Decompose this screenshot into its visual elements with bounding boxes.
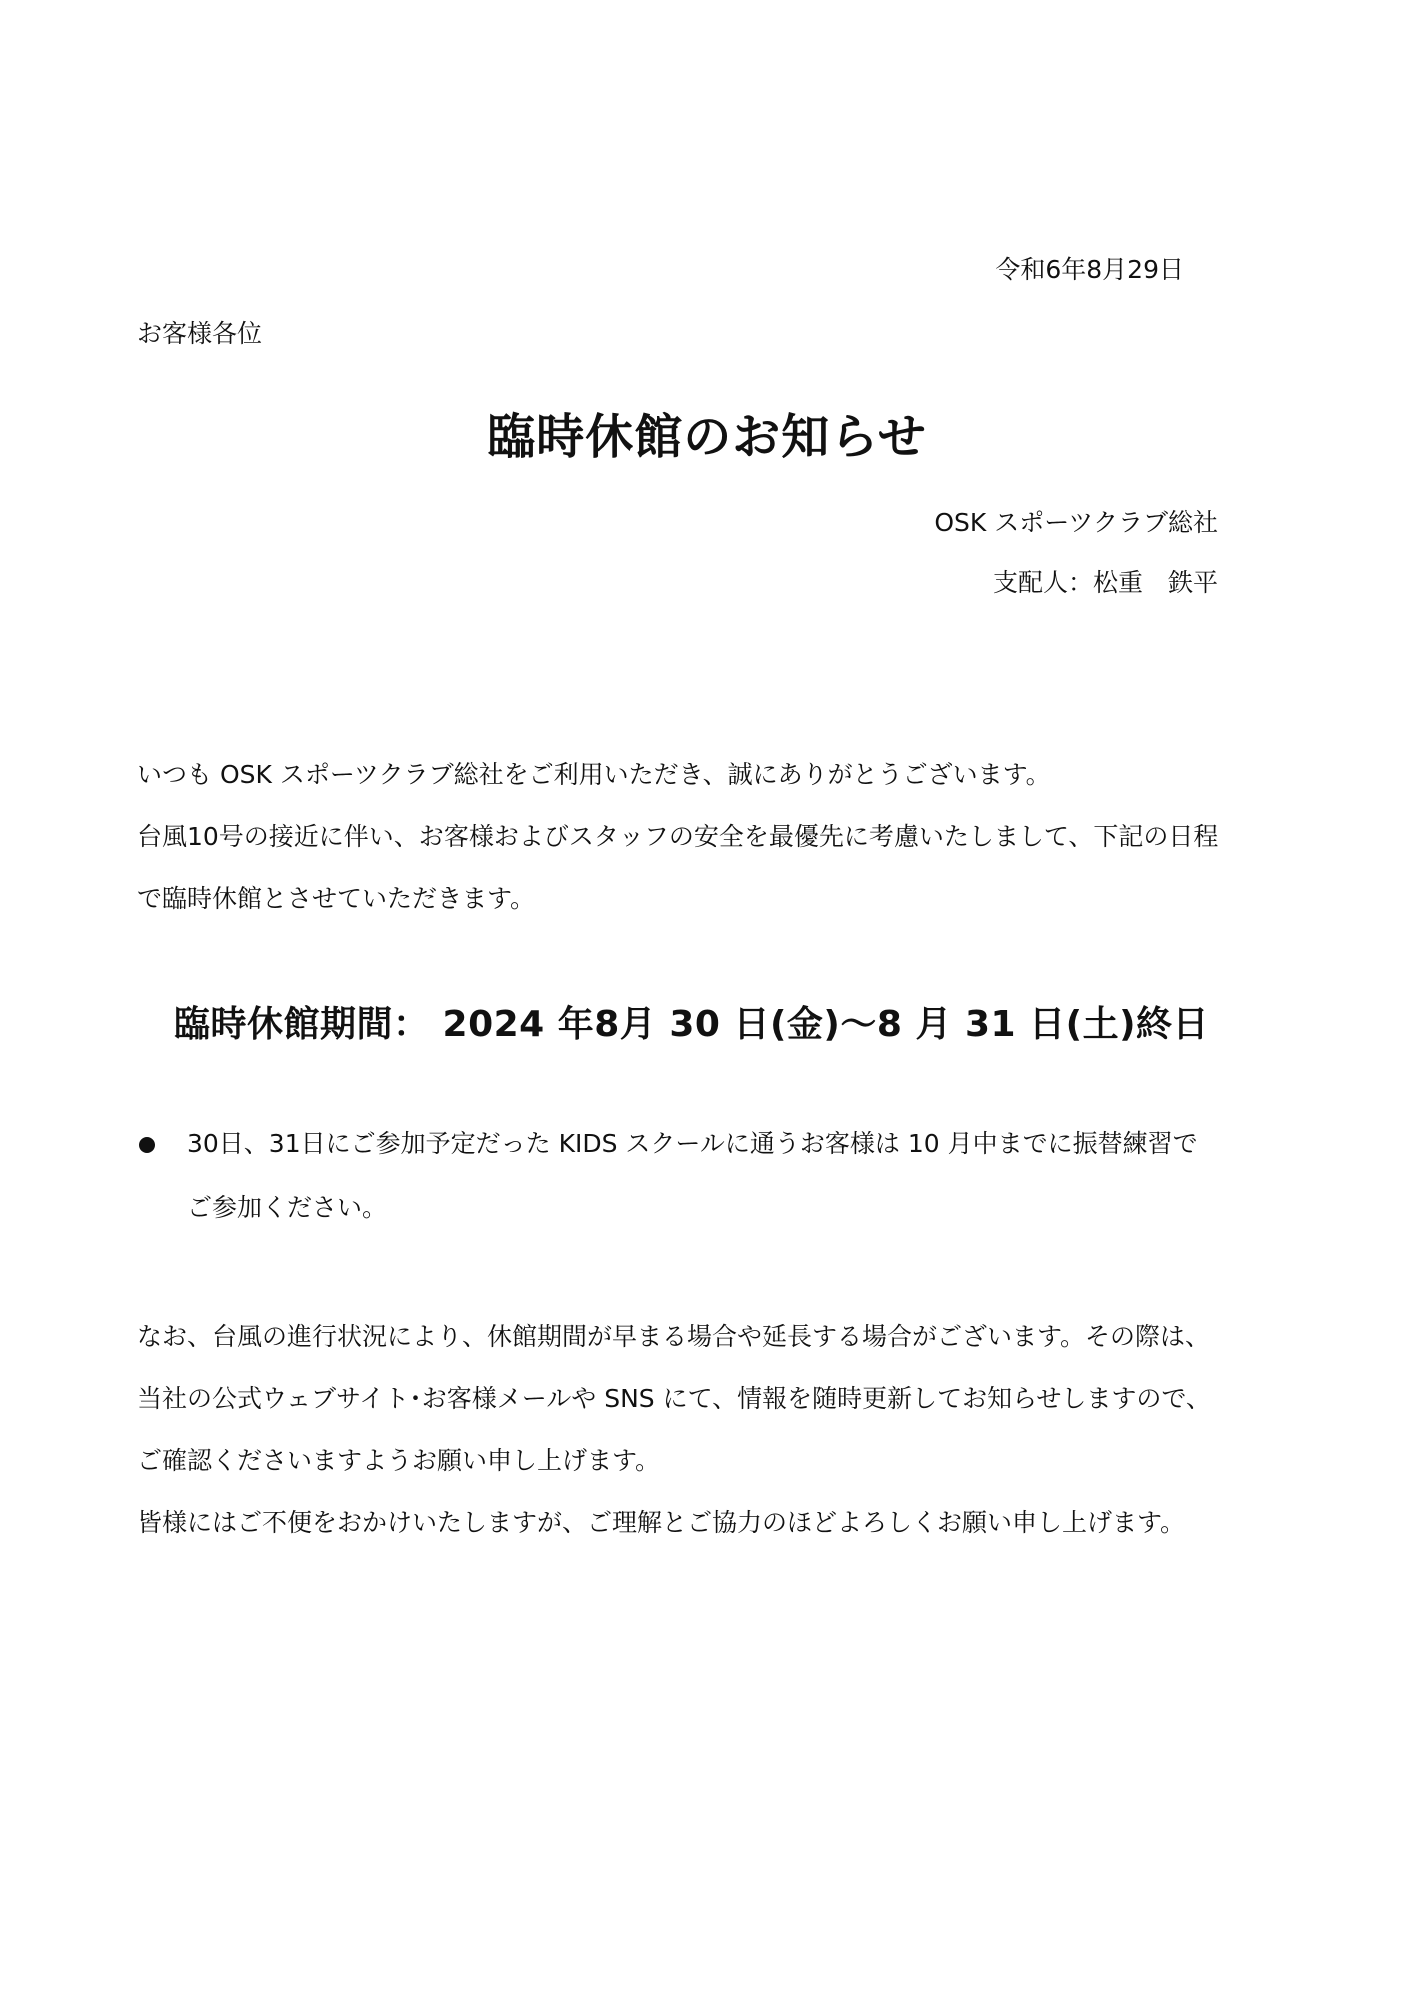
addressee: お客様各位 <box>137 319 263 348</box>
intro-line-2: 台風10号の接近に伴い、お客様およびスタッフの安全を最優先に考慮いたしまして、下記の日程で臨時休館とさせていただきます。 <box>137 822 1219 913</box>
notice-date: 令和6年8月29日 <box>995 255 1184 284</box>
closure-period: 臨時休館期間： 2024 年8月 30 日(金)～8 月 31 日(土)終日 <box>174 1004 1210 1045</box>
bullet-text: 30日、31日にご参加予定だった KIDS スクールに通うお客様は 10 月中までに振替練習でご参加ください。 <box>187 1129 1198 1222</box>
intro-line-1: いつも OSK スポーツクラブ総社をご利用いただき、誠にありがとうございます。 <box>137 760 1051 789</box>
list-item <box>137 1112 1221 1240</box>
notes-para-1: なお、台風の進行状況により、休館期間が早まる場合や延長する場合がございます。その際は、当社の公式ウェブサイト･お客様メールや SNS にて、情報を随時更新してお知らせしますので、ご確認くださいますようお願い申し上げます。 <box>137 1322 1211 1475</box>
page-title: 臨時休館のお知らせ <box>487 409 927 465</box>
notes-para-2: 皆様にはご不便をおかけいたしますが、ご理解とご協力のほどよろしくお願い申し上げます。 <box>137 1508 1186 1537</box>
sender-manager: 支配人：松重 鉄平 <box>992 568 1218 597</box>
intro-paragraph <box>137 744 1221 930</box>
sender-company: OSK スポーツクラブ総社 <box>934 508 1218 537</box>
notes-paragraph <box>137 1306 1221 1554</box>
bullet-icon <box>139 1137 155 1153</box>
